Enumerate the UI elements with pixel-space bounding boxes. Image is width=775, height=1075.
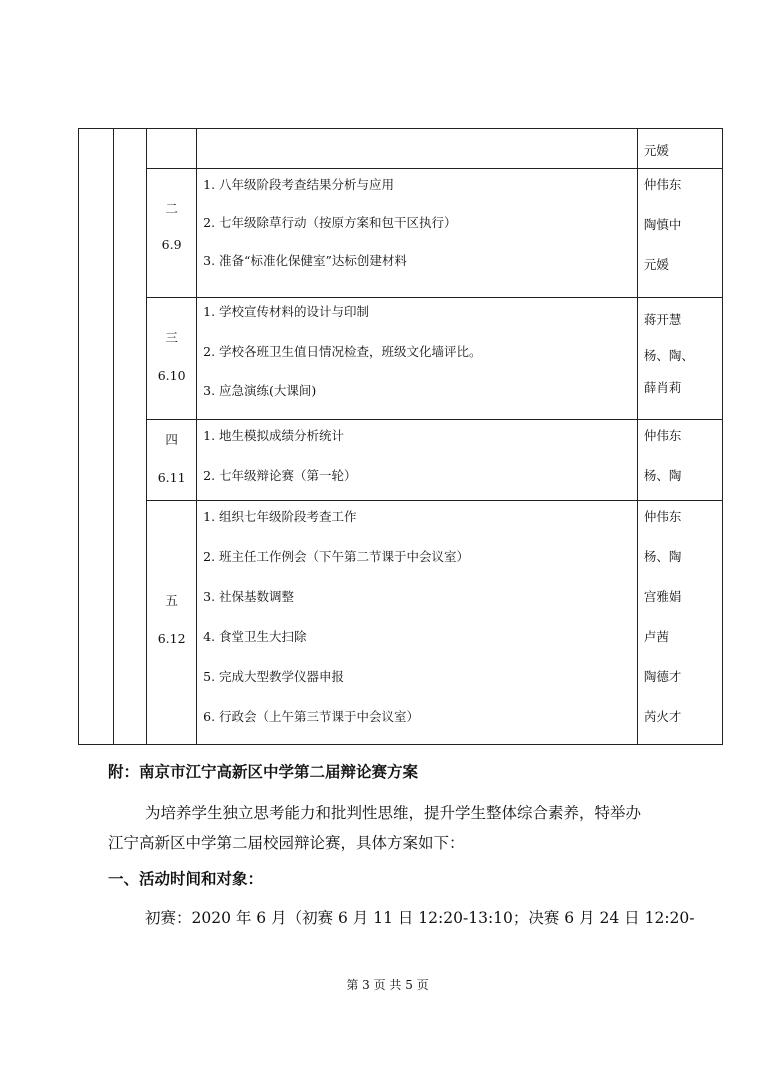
intro-paragraph-line-1: 为培养学生独立思考能力和批判性思维，提升学生整体综合素养，特举办	[145, 804, 642, 822]
date-label: 6.12	[157, 631, 186, 646]
list-item: 2. 班主任工作例会（下午第二节课于中会议室）	[203, 549, 470, 564]
person-name: 仲伟东	[643, 509, 682, 524]
list-item: 6. 行政会（上午第三节课于中会议室）	[203, 709, 420, 724]
list-item: 1. 地生模拟成绩分析统计	[203, 428, 345, 443]
person-name: 仲伟东	[643, 428, 682, 443]
intro-paragraph-line-2: 江宁高新区中学第二届校园辩论赛，具体方案如下：	[108, 834, 465, 852]
page-number-footer: 第 3 页 共 5 页	[346, 978, 429, 992]
items-cell-empty	[197, 129, 638, 169]
table-row	[79, 298, 723, 420]
date-label: 6.11	[157, 470, 186, 485]
list-item: 2. 七年级辩论赛（第一轮）	[203, 468, 357, 483]
section-text-line: 初赛：2020 年 6 月（初赛 6 月 11 日 12:20-13:10；决赛 6 月 24 日 12:20-	[145, 909, 695, 927]
day-cell-empty	[147, 129, 197, 169]
person-cell	[637, 169, 722, 298]
person-cell	[637, 129, 722, 169]
person-name: 陶慎中	[643, 217, 682, 232]
weekday-label: 二	[165, 201, 178, 216]
person-name: 芮火才	[643, 709, 682, 724]
person-name: 杨、陶	[643, 468, 682, 483]
date-label: 6.9	[161, 237, 182, 252]
list-item: 3. 准备“标准化保健室”达标创建材料	[203, 253, 407, 268]
table-row-continuation	[79, 129, 723, 169]
table-row	[79, 169, 723, 298]
table-row	[79, 501, 723, 745]
person-name: 仲伟东	[643, 177, 682, 192]
person-name: 元媛	[643, 257, 669, 272]
weekday-label: 四	[165, 432, 178, 447]
day-cell	[147, 298, 197, 420]
merged-left-column-2	[114, 129, 147, 745]
items-cell	[197, 298, 638, 420]
items-cell	[197, 501, 638, 745]
list-item: 2. 学校各班卫生值日情况检查，班级文化墙评比。	[203, 344, 482, 359]
day-cell	[147, 501, 197, 745]
list-item: 1. 八年级阶段考查结果分析与应用	[203, 177, 395, 192]
person-cell	[637, 420, 722, 501]
person-cell	[637, 501, 722, 745]
weekday-label: 五	[165, 593, 178, 608]
items-cell	[197, 169, 638, 298]
section-heading: 一、活动时间和对象：	[108, 869, 264, 888]
person-name: 杨、陶	[643, 549, 682, 564]
person-cell	[637, 298, 722, 420]
items-cell	[197, 420, 638, 501]
appendix-title: 附：南京市江宁高新区中学第二届辩论赛方案	[108, 762, 419, 781]
schedule-table	[78, 128, 723, 745]
table-row	[79, 420, 723, 501]
list-item: 1. 学校宣传材料的设计与印制	[203, 304, 370, 319]
person-name: 元媛	[643, 143, 669, 158]
person-name: 卢茜	[643, 629, 669, 644]
list-item: 3. 应急演练(大课间)	[203, 383, 317, 398]
person-name: 杨、陶、	[643, 348, 694, 363]
date-label: 6.10	[157, 368, 186, 383]
day-cell	[147, 420, 197, 501]
person-name: 薛肖莉	[643, 380, 682, 395]
person-name: 陶德才	[643, 669, 682, 684]
list-item: 2. 七年级除草行动（按原方案和包干区执行）	[203, 215, 457, 230]
merged-left-column-1	[79, 129, 114, 745]
list-item: 3. 社保基数调整	[203, 589, 295, 604]
list-item: 1. 组织七年级阶段考查工作	[203, 509, 357, 524]
list-item: 4. 食堂卫生大扫除	[203, 629, 307, 644]
person-name: 宫雅娟	[643, 589, 682, 604]
person-name: 蒋开慧	[643, 312, 682, 327]
day-cell	[147, 169, 197, 298]
list-item: 5. 完成大型教学仪器申报	[203, 669, 345, 684]
weekday-label: 三	[165, 330, 178, 345]
